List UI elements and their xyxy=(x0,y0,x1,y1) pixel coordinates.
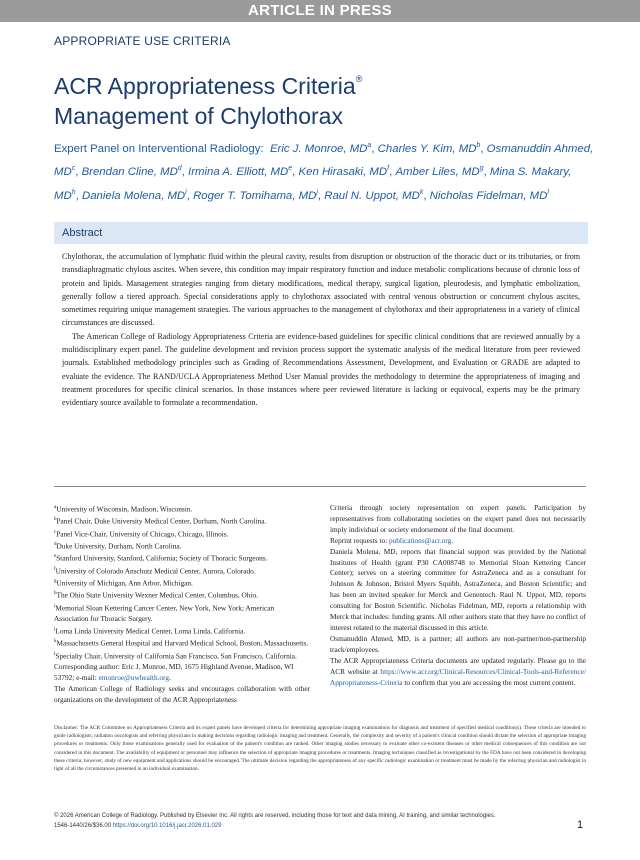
author[interactable]: Mina S. Makary, MD xyxy=(54,166,572,202)
affiliation-item: $^l$Specialty Chair, University of California San Francisco, San Francisco, California. xyxy=(54,650,297,660)
affiliation-item: $^j$Loma Linda University Medical Center, Loma Linda, California. xyxy=(54,626,246,636)
author[interactable]: Charles Y. Kim, MD xyxy=(377,142,477,155)
affiliations-column xyxy=(54,503,310,705)
abstract-heading: Abstract xyxy=(54,222,588,244)
affiliation-item: $^f$University of Colorado Anschutz Medical Center, Aurora, Colorado. xyxy=(54,566,256,576)
disclaimer: Disclaimer: The ACR Committee on Appropriateness Criteria and its expert panels have developed criteria for determining appropriate imaging examinations for diagnosis and treatment of specified medical condition(s). These criteria are intended to guide radiologists, radiation oncologists and referring physicians in making decisions regarding radiologic imaging and treatment. Generally, the complexity and severity of a patient's clinical condition should dictate the selection of appropriate imaging procedures or treatments. Only those examinations generally used for evaluation of the patient's condition are ranked. Other imaging studies necessary to evaluate other co-existent diseases or other medical consequences of this condition are not considered in this document. The availability of equipment or personnel may influence the selection of appropriate imaging procedures or treatments. Imaging techniques classified as investigational by the FDA have not been considered in developing these criteria; however, study of new equipment and applications should be encouraged. The ultimate decision regarding the appropriateness of any specific radiologic examination or treatment must be made by the referring physician and radiologist in light of all the circumstances presented in an individual examination. xyxy=(54,725,586,773)
disclosures-column xyxy=(330,503,586,688)
affiliation-item: $^i$Memorial Sloan Kettering Cancer Center, New York, New York; American Association for Thoracic Surgery. xyxy=(54,603,275,623)
doi-link[interactable]: https://doi.org/10.1016/j.jacr.2026.01.029 xyxy=(112,822,222,829)
section-label: APPROPRIATE USE CRITERIA xyxy=(54,34,231,48)
author-affiliation-marker[interactable]: d xyxy=(177,165,182,173)
footnote-divider xyxy=(54,486,586,487)
author[interactable]: Raul N. Uppot, MD xyxy=(324,189,420,202)
article-title xyxy=(54,64,574,131)
title-line-2: Management of Chylothorax xyxy=(54,103,343,129)
author[interactable]: Irmina A. Elliott, MD xyxy=(188,166,289,179)
collaboration-note-cont: Criteria through society representation on expert panels. Participation by representatives from collaborating societies on the expert panel does not necessarily imply individual or society endorsement of the final document. xyxy=(330,503,586,534)
issn-doi-line: 1546-1440/26/$36.00 https://doi.org/10.1016/j.jacr.2026.01.029 xyxy=(54,822,222,829)
author[interactable]: Osmanuddin Ahmed, MD xyxy=(54,142,594,179)
disclosure-paragraph: Daniela Molena, MD, reports that financial support was provided by the National Institutes of Health (grant P30 CA008748 to Memorial Sloan Kettering Cancer Center); serves on a steering committee for AstraZeneca and as a consultant for Johnson & Johnson, Bristol Myers Squibb, AstraZeneca, and Boston Scientific; and has been an invited speaker for Merck and Genentech. Raul N. Uppot, MD, reports consulting for Boston Scientific. Nicholas Fidelman, MD, reports a relationship with Merck that includes: funding grants. All other authors state that they have no conflict of interest related to the material discussed in this article. xyxy=(330,546,586,632)
corresponding-author: Corresponding author: Eric J. Monroe, MD, 1675 Highland Avenue, Madison, WI 53792; e-mail: emonroe@uwhealth.org. xyxy=(54,661,294,682)
author-affiliation-marker[interactable]: l xyxy=(547,188,549,196)
author-affiliation-marker[interactable]: h xyxy=(71,188,76,196)
author[interactable]: Brendan Cline, MD xyxy=(81,166,178,179)
affiliation-item: $^k$Massachusetts General Hospital and Harvard Medical School, Boston, Massachusetts. xyxy=(54,638,308,648)
author-affiliation-marker[interactable]: e xyxy=(288,165,293,173)
author[interactable]: Ken Hirasaki, MD xyxy=(298,166,388,179)
author[interactable]: Nicholas Fidelman, MD xyxy=(429,189,548,202)
abstract-paragraph: Chylothorax, the accumulation of lymphatic fluid within the pleural cavity, results from disruption or obstruction of the thoracic duct or its tributaries, or from transdiaphragmatic chylous ascites. When severe, this condition may impair respiratory function and induce metabolic complications because of chronic loss of protein and lipids. Management strategies ranging from dietary modifications, medical therapy, surgical ligation, pleurodesis, and lymphatic embolization, generally follow a tiered approach. Special considerations apply to chylothorax associated with central venous obstruction or concurrent chylous ascites, sometimes requiring unique management strategies. The various approaches to the management of chylothorax and their appropriateness in a variety of clinical circumstances are discussed. xyxy=(62,252,580,328)
affiliation-item: $^g$University of Michigan, Ann Arbor, Michigan. xyxy=(54,578,193,588)
author[interactable]: Amber Liles, MD xyxy=(395,166,480,179)
author-list: Expert Panel on Interventional Radiology: Eric J. Monroe, $MD^a$, Charles Y. Kim, $MD^b$, Osmanuddin Ahmed, $MD^c$, Brendan Cline, $MD^d$, Irmina A. Elliott, MDe, Ken Hirasaki, $MD^f$, Amber Liles, $MD^g$, Mina S. Makary, $MD^h$, Daniela Molena, $MD^i$, Roger T. Tomihama, $MD^j$, Raul N. Uppot, $MD^k$, Nicholas Fidelman, $MD^l$ xyxy=(54,142,594,202)
author[interactable]: Roger T. Tomihama, MD xyxy=(193,189,317,202)
copyright-line: © 2026 American College of Radiology. Published by Elsevier Inc. All rights are reserved, including those for text and data mining, AI training, and similar technologies. xyxy=(54,813,496,819)
reprint-requests: Reprint requests to: publications@acr.org. xyxy=(330,535,454,545)
author[interactable]: Eric J. Monroe, MD xyxy=(269,142,368,155)
acr-website-link[interactable]: https://www.acr.org/Clinical-Resources/Clinical-Tools-and-Reference/Appropriateness-Criteria xyxy=(330,666,586,687)
abstract-paragraph: The American College of Radiology Appropriateness Criteria are evidence-based guidelines for specific clinical conditions that are reviewed annually by a multidisciplinary expert panel. The guideline development and revision process support the systematic analysis of the medical literature from peer reviewed journals. Established methodology principles such as Grading of Recommendations Assessment, Development, and Evaluation or GRADE are adapted to evaluate the evidence. The RAND/UCLA Appropriateness Method User Manual provides the methodology to determine the appropriateness of imaging and treatment procedures for specific clinical scenarios. In those instances where peer reviewed literature is lacking or equivocal, experts may be the primary evidentiary source available to formulate a recommendation. xyxy=(62,331,580,408)
registered-mark: ® xyxy=(355,74,363,84)
author-affiliation-marker[interactable]: j xyxy=(316,188,318,196)
collaboration-note: The American College of Radiology seeks and encourages collaboration with other organizations on the development of the ACR Appropriateness xyxy=(54,683,310,704)
affiliation-item: $^d$Duke University, Durham, North Carolina. xyxy=(54,541,182,551)
author-affiliation-marker[interactable]: c xyxy=(71,165,76,173)
page-footer xyxy=(54,812,586,831)
affiliation-item: $^a$University of Wisconsin, Madison, Wisconsin. xyxy=(54,504,193,514)
author[interactable]: Daniela Molena, MD xyxy=(81,189,186,202)
affiliation-item: $^b$Panel Chair, Duke University Medical Center, Durham, North Carolina. xyxy=(54,516,267,526)
affiliation-item: $^e$Stanford University, Stanford, California; Society of Thoracic Surgeons. xyxy=(54,553,268,563)
update-note: The ACR Appropriateness Criteria documents are updated regularly. Please go to the ACR website at https://www.acr.org/Clinical-Resources/Clinical-Tools-and-Reference/Appropriateness-Criteria to confirm that you are accessing the most current content. xyxy=(330,655,586,687)
page-number: 1 xyxy=(577,819,584,831)
abstract-body xyxy=(62,250,580,410)
author-affiliation-marker[interactable]: g xyxy=(479,165,484,173)
title-line-1: ACR Appropriateness Criteria xyxy=(54,73,356,99)
panel-name: Expert Panel on Interventional Radiology: xyxy=(54,142,264,155)
affiliation-item: $^c$Panel Vice-Chair, University of Chicago, Chicago, Illinois. xyxy=(54,529,229,539)
author-affiliation-marker[interactable]: k xyxy=(419,188,424,196)
reprint-email-link[interactable]: publications@acr.org xyxy=(388,535,452,545)
article-in-press-banner: ARTICLE IN PRESS xyxy=(0,0,640,22)
affiliation-item: $^h$The Ohio State University Wexner Medical Center, Columbus, Ohio. xyxy=(54,590,258,600)
author-affiliation-marker[interactable]: i xyxy=(185,188,187,196)
disclosure-paragraph: Osmanuddin Ahmed, MD, is a partner; all authors are non-partner/non-partnership track/employees. xyxy=(330,633,586,654)
author-affiliation-marker[interactable]: b xyxy=(476,142,481,149)
email-link[interactable]: emonroe@uwhealth.org xyxy=(98,672,170,682)
author-affiliation-marker[interactable]: a xyxy=(367,142,372,149)
author-affiliation-marker[interactable]: f xyxy=(387,165,390,173)
